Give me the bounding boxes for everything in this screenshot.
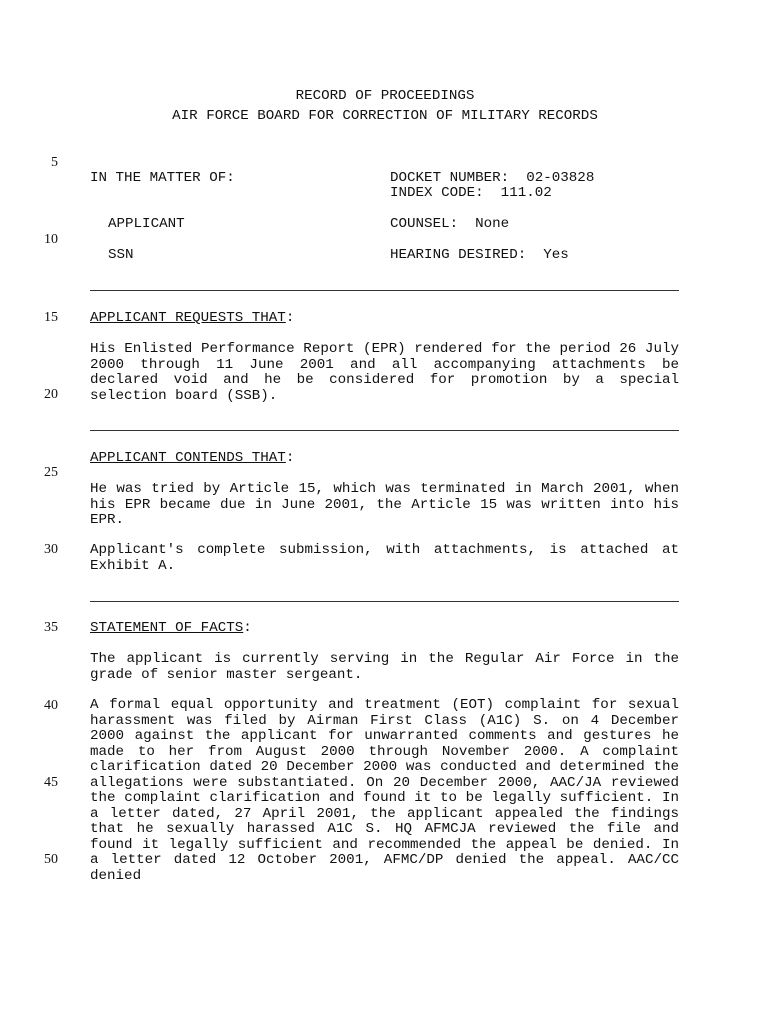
line-number-40: 40: [44, 698, 58, 713]
section-divider: [90, 290, 679, 291]
facts-heading-text: STATEMENT OF FACTS: [90, 620, 244, 636]
facts-heading: [90, 621, 252, 637]
line-number-50: 50: [44, 852, 58, 867]
requests-heading-colon: :: [285, 310, 295, 326]
line-number-20: 20: [44, 387, 58, 402]
facts-body-2: A formal equal opportunity and treatment (EOT) complaint for sexual harassment was filed by Airman First Class (A1C) S. on 4 December 2000 against the applicant for unwarranted comments and gestures he made to her from August 2000 through November 2000. A complaint clarification dated 20 December 2000 was conducted and determined the allegations were substantiated. On 20 December 2000, AAC/JA reviewed the complaint clarification and found it to be legally sufficient. In a letter dated, 27 April 2001, the applicant appealed the findings that he sexually harassed A1C S. HQ AFMCJA reviewed the file and found it legally sufficient and recommended the appeal be denied. In a letter dated 12 October 2001, AFMC/DP denied the appeal. AAC/CC denied: [90, 697, 679, 884]
counsel: COUNSEL: None: [390, 216, 510, 232]
contends-heading-colon: :: [285, 450, 295, 466]
contends-heading-text: APPLICANT CONTENDS THAT: [90, 450, 286, 466]
line-number-30: 30: [44, 542, 58, 557]
facts-heading-colon: :: [243, 620, 252, 636]
line-number-25: 25: [44, 465, 58, 480]
matter-label: IN THE MATTER OF:: [90, 170, 235, 186]
facts-body-1: The applicant is currently serving in the Regular Air Force in the grade of senior master sergeant.: [90, 651, 679, 683]
contends-heading: [90, 451, 294, 467]
contends-body-2: Applicant's complete submission, with attachments, is attached at Exhibit A.: [90, 542, 679, 574]
line-number-45: 45: [44, 775, 58, 790]
line-number-15: 15: [44, 310, 58, 325]
hearing-desired: HEARING DESIRED: Yes: [390, 247, 569, 263]
board-title: AIR FORCE BOARD FOR CORRECTION OF MILITARY RECORDS: [172, 108, 598, 124]
section-divider: [90, 430, 679, 431]
requests-heading: [90, 311, 294, 327]
line-number-35: 35: [44, 620, 58, 635]
ssn-label: SSN: [108, 247, 134, 263]
line-number-10: 10: [44, 232, 58, 247]
contends-body-1: He was tried by Article 15, which was terminated in March 2001, when his EPR became due in June 2001, the Article 15 was written into his EPR.: [90, 481, 679, 528]
section-divider: [90, 601, 679, 602]
requests-heading-text: APPLICANT REQUESTS THAT: [90, 310, 286, 326]
line-number-5: 5: [51, 155, 58, 170]
docket-number: DOCKET NUMBER: 02-03828: [390, 170, 595, 186]
requests-body: His Enlisted Performance Report (EPR) rendered for the period 26 July 2000 through 11 June 2001 and all accompanying attachments be declared void and he be considered for promotion by a special selection board (SSB).: [90, 341, 679, 404]
applicant-label: APPLICANT: [108, 216, 185, 232]
record-title: RECORD OF PROCEEDINGS: [295, 88, 475, 104]
index-code: INDEX CODE: 111.02: [390, 185, 552, 201]
